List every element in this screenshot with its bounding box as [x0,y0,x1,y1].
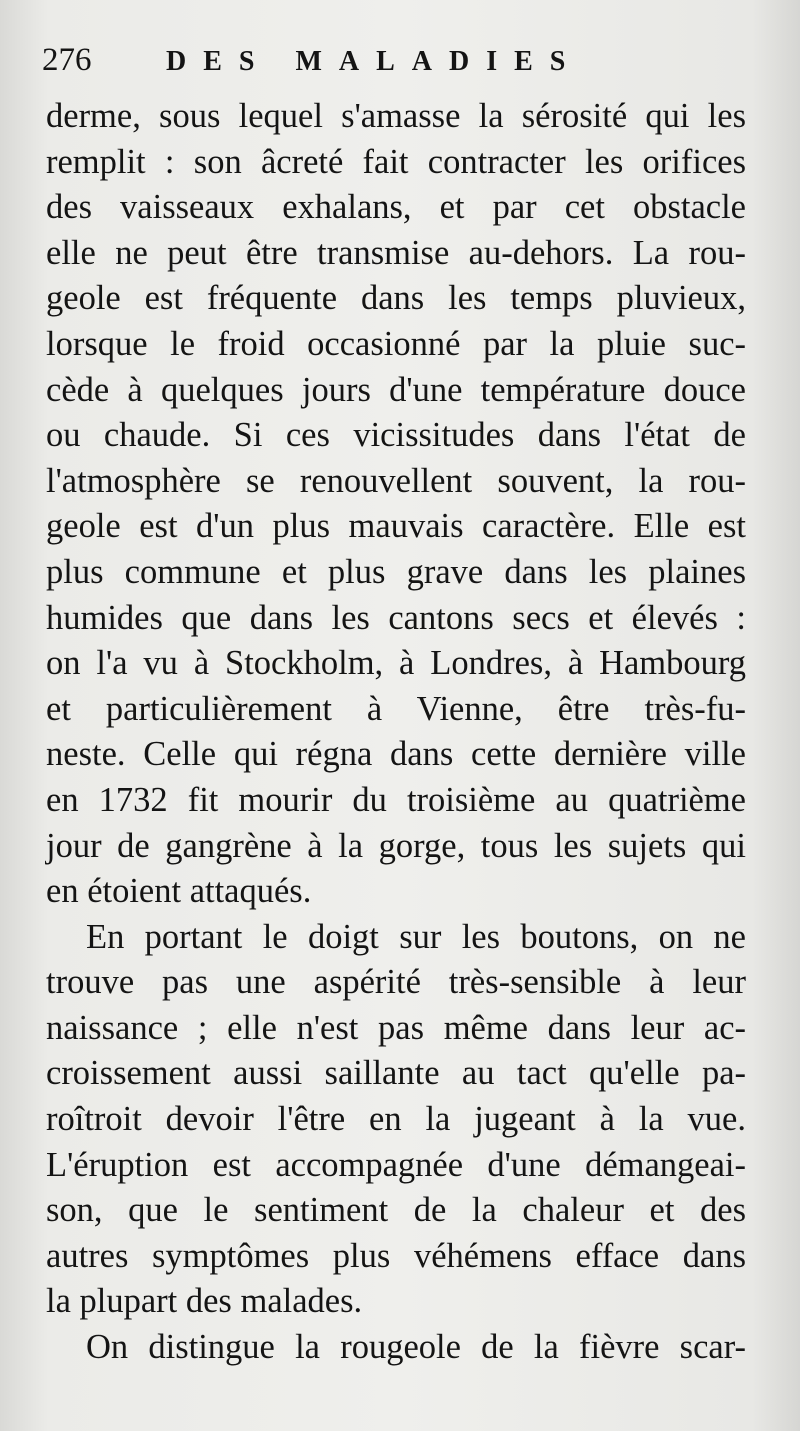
text-line: des vaisseaux exhalans, et par cet obstacle [46,188,746,227]
text-line: geole est fréquente dans les temps pluvieux, [46,279,746,318]
text-line: la plupart des malades. [46,1282,363,1321]
text-line: On distingue la rougeole de la fièvre scar- [86,1328,746,1367]
text-line: humides que dans les cantons secs et élevés : [46,598,746,637]
text-line: jour de gangrène à la gorge, tous les sujets qui [46,826,746,865]
text-line: remplit : son âcreté fait contracter les orifices [46,142,746,181]
text-line: naissance ; elle n'est pas même dans leur ac- [46,1008,746,1047]
text-line: autres symptômes plus véhémens efface dans [46,1236,746,1275]
text-line: ou chaude. Si ces vicissitudes dans l'état de [46,416,746,455]
text-line: geole est d'un plus mauvais caractère. Elle est [46,507,746,546]
text-line: plus commune et plus grave dans les plaines [46,552,746,591]
text-line: l'atmosphère se renouvellent souvent, la rou- [46,461,746,500]
text-line: son, que le sentiment de la chaleur et des [46,1191,746,1230]
text-line: derme, sous lequel s'amasse la sérosité qui les [46,97,746,135]
text-line: neste. Celle qui régna dans cette dernière ville [46,735,746,774]
text-line: et particulièrement à Vienne, être très-fu- [46,689,746,728]
text-line: En portant le doigt sur les boutons, on ne [86,917,746,956]
text-line: croissement aussi saillante au tact qu'elle pa- [46,1054,746,1093]
text-line: en 1732 fit mourir du troisième au quatrième [46,780,746,819]
page-header [36,38,760,86]
body-text [46,94,746,1371]
text-line: en étoient attaqués. [46,872,312,911]
text-line: trouve pas une aspérité très-sensible à leur [46,963,746,1002]
text-line: L'éruption est accompagnée d'une démangeai- [46,1145,746,1184]
text-line: cède à quelques jours d'une température douce [46,370,746,409]
page-number: 276 [42,42,92,78]
text-line: elle ne peut être transmise au-dehors. La rou- [46,233,746,272]
text-line: roîtroit devoir l'être en la jugeant à la vue. [46,1100,746,1139]
text-line: on l'a vu à Stockholm, à Londres, à Hambourg [46,644,746,683]
text-line: lorsque le froid occasionné par la pluie suc- [46,324,746,363]
running-head: DES MALADIES [166,46,583,77]
